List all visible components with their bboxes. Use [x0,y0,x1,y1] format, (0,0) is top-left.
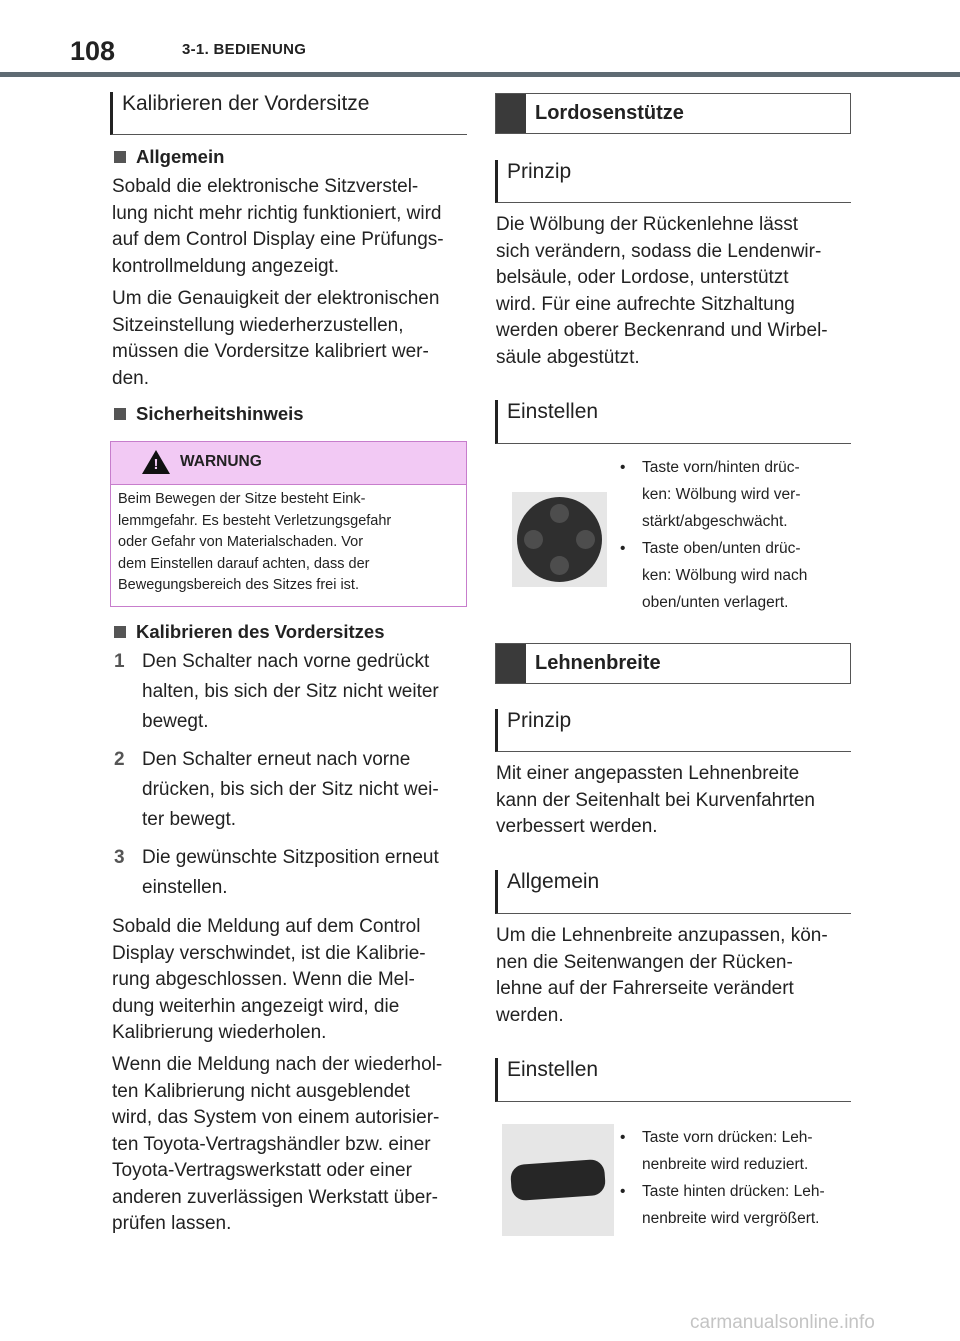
text-line: Kalibrierung wiederholen. [112,1022,327,1043]
text-line: prüfen lassen. [112,1213,232,1234]
subheading-text: Kalibrieren des Vordersitzes [136,621,385,642]
heading-text: Einstellen [507,1058,599,1081]
text-line: Um die Genauigkeit der elektronischen [112,288,440,309]
text-line: müssen die Vordersitze kalibriert wer- [112,341,429,362]
warning-exclamation-icon: ! [153,456,159,473]
text-line: kann der Seitenhalt bei Kurvenfahrten [496,789,815,811]
bullet-dot: • [620,1129,626,1146]
text-line: ter bewegt. [142,809,236,830]
text-line: Display verschwindet, ist die Kalibrie- [112,942,426,964]
text-line: belsäule, oder Lordose, unterstützt [496,267,789,288]
text-line: ten Kalibrierung nicht ausgeblendet [112,1080,410,1102]
bullet-item [620,1178,855,1232]
text-line: dung weiterhin angezeigt wird, die [112,995,400,1017]
subheading-text: Allgemein [136,146,225,167]
text-line: wird, das System von einem autorisier- [112,1107,440,1128]
backrest-width-button [510,1159,606,1201]
text-line: werden oberer Beckenrand und Wirbel- [496,320,828,341]
text-line: lung nicht mehr richtig funktioniert, wird [112,202,442,224]
page-number: 108 [70,36,116,66]
bullet-item [620,1124,855,1178]
step-item [114,745,474,835]
heading-prinzip-lehnen [495,709,851,752]
text-line: werden. [496,1004,564,1026]
text-line: lemmgefahr. Es besteht Verletzungsgefahr [118,512,392,529]
knob-button-left [524,530,543,549]
step-number: 3 [114,847,125,868]
subheading-allgemein [110,146,224,168]
text-line: ken: Wölbung wird ver- [642,486,801,503]
heading-text: Allgemein [507,870,600,893]
subheading-kalibrieren-vordersitz [110,621,384,643]
heading-einstellen-lehnen [495,1058,851,1102]
text-line: Mit einer angepassten Lehnenbreite [496,763,800,784]
lordose-bullets [620,454,850,616]
text-line: einstellen. [142,877,228,898]
step-number: 1 [114,651,125,672]
step-item [114,843,474,903]
subheading-sicherheitshinweis [110,403,304,425]
text-line: sich verändern, sodass die Lendenwir- [496,240,822,262]
text-line: drücken, bis sich der Sitz nicht wei- [142,779,439,800]
heading-text: Prinzip [507,160,572,183]
knob-button-up [550,504,569,523]
text-line: oder Gefahr von Materialschaden. Vor [118,534,364,550]
warning-text [111,485,466,601]
text-line: Sobald die Meldung auf dem Control [112,916,421,937]
knob-button-down [550,556,569,575]
section-heading-kalibrieren [110,92,467,135]
section-heading-lordosenstuetze [495,93,851,134]
text-line: Wenn die Meldung nach der wiederhol- [112,1054,443,1075]
text-line: Die gewünschte Sitzposition erneut [142,847,439,868]
text-line: stärkt/abgeschwächt. [642,513,788,530]
step-item [114,647,474,737]
text-line: Taste vorn/hinten drüc- [642,459,800,476]
paragraph-allgemein-1 [112,174,472,280]
bullet-item [620,454,850,535]
text-line: halten, bis sich der Sitz nicht weiter [142,681,439,702]
warning-title: WARNUNG [180,453,262,470]
watermark: carmanualsonline.info [690,1312,875,1333]
square-bullet-icon [114,151,126,163]
text-line: ten Toyota-Vertragshändler bzw. einer [112,1133,431,1155]
warning-box [110,441,467,607]
lehnen-bullets [620,1124,855,1232]
text-line: Toyota-Vertragswerkstatt oder einer [112,1160,412,1181]
text-line: Den Schalter erneut nach vorne [142,749,411,770]
heading-text: Prinzip [507,709,572,732]
text-line: Den Schalter nach vorne gedrückt [142,651,430,672]
text-line: Um die Lehnenbreite anzupassen, kön- [496,925,828,946]
text-line: nenbreite wird vergrößert. [642,1210,820,1227]
text-line: Sitzeinstellung wiederherzustellen, [112,314,404,336]
text-line: Bewegungsbereich des Sitzes frei ist. [118,577,359,593]
chapter-title: 3-1. BEDIENUNG [182,41,307,58]
paragraph-lordose-prinzip [496,212,856,371]
bullet-dot: • [620,459,626,476]
bullet-dot: • [620,1183,626,1200]
text-line: kontrollmeldung angezeigt. [112,255,340,277]
text-line: säule abgestützt. [496,346,640,368]
section-heading-lehnenbreite [495,643,851,684]
text-line: rung abgeschlossen. Wenn die Mel- [112,969,415,990]
heading-bar [496,94,526,133]
square-bullet-icon [114,408,126,420]
text-line: nen die Seitenwangen der Rücken- [496,951,793,973]
text-line: dem Einstellen darauf achten, dass der [118,555,370,572]
text-line: Beim Bewegen der Sitze besteht Eink- [118,491,366,507]
section-heading-text: Kalibrieren der Vordersitze [122,92,370,115]
text-line: ken: Wölbung wird nach [642,567,808,584]
heading-prinzip-lordose [495,160,851,203]
section-heading-text: Lehnenbreite [535,652,661,674]
paragraph-lehnen-allgemein [496,923,856,1029]
heading-allgemein-lehnen [495,870,851,914]
text-line: anderen zuverlässigen Werkstatt über- [112,1186,438,1208]
backrest-width-switch-image [502,1124,614,1236]
paragraph-meldung [112,914,472,1047]
square-bullet-icon [114,626,126,638]
paragraph-allgemein-2 [112,286,472,392]
text-line: Taste oben/unten drüc- [642,540,801,557]
lordosis-switch-image [512,492,607,587]
text-line: Sobald die elektronische Sitzverstel- [112,176,419,197]
text-line: Die Wölbung der Rückenlehne lässt [496,214,799,235]
text-line: Taste hinten drücken: Leh- [642,1183,825,1200]
heading-einstellen-lordose [495,400,851,444]
text-line: wird. Für eine aufrechte Sitzhaltung [496,293,795,315]
text-line: lehne auf der Fahrerseite verändert [496,978,794,999]
steps-list [114,647,474,903]
text-line: verbessert werden. [496,816,658,837]
text-line: den. [112,367,149,389]
paragraph-werkstatt [112,1052,472,1238]
heading-text: Einstellen [507,400,599,423]
bullet-item [620,535,850,616]
section-heading-text: Lordosenstütze [535,102,684,124]
text-line: bewegt. [142,711,209,732]
paragraph-lehnen-prinzip [496,761,856,841]
text-line: nenbreite wird reduziert. [642,1156,809,1173]
knob-button-right [576,530,595,549]
text-line: Taste vorn drücken: Leh- [642,1129,813,1146]
heading-bar [496,644,526,683]
subheading-text: Sicherheitshinweis [136,403,304,424]
warning-header [111,442,466,485]
bullet-dot: • [620,540,626,557]
header-divider [0,72,960,77]
text-line: auf dem Control Display eine Prüfungs- [112,229,444,250]
text-line: oben/unten verlagert. [642,594,789,611]
step-number: 2 [114,749,125,770]
